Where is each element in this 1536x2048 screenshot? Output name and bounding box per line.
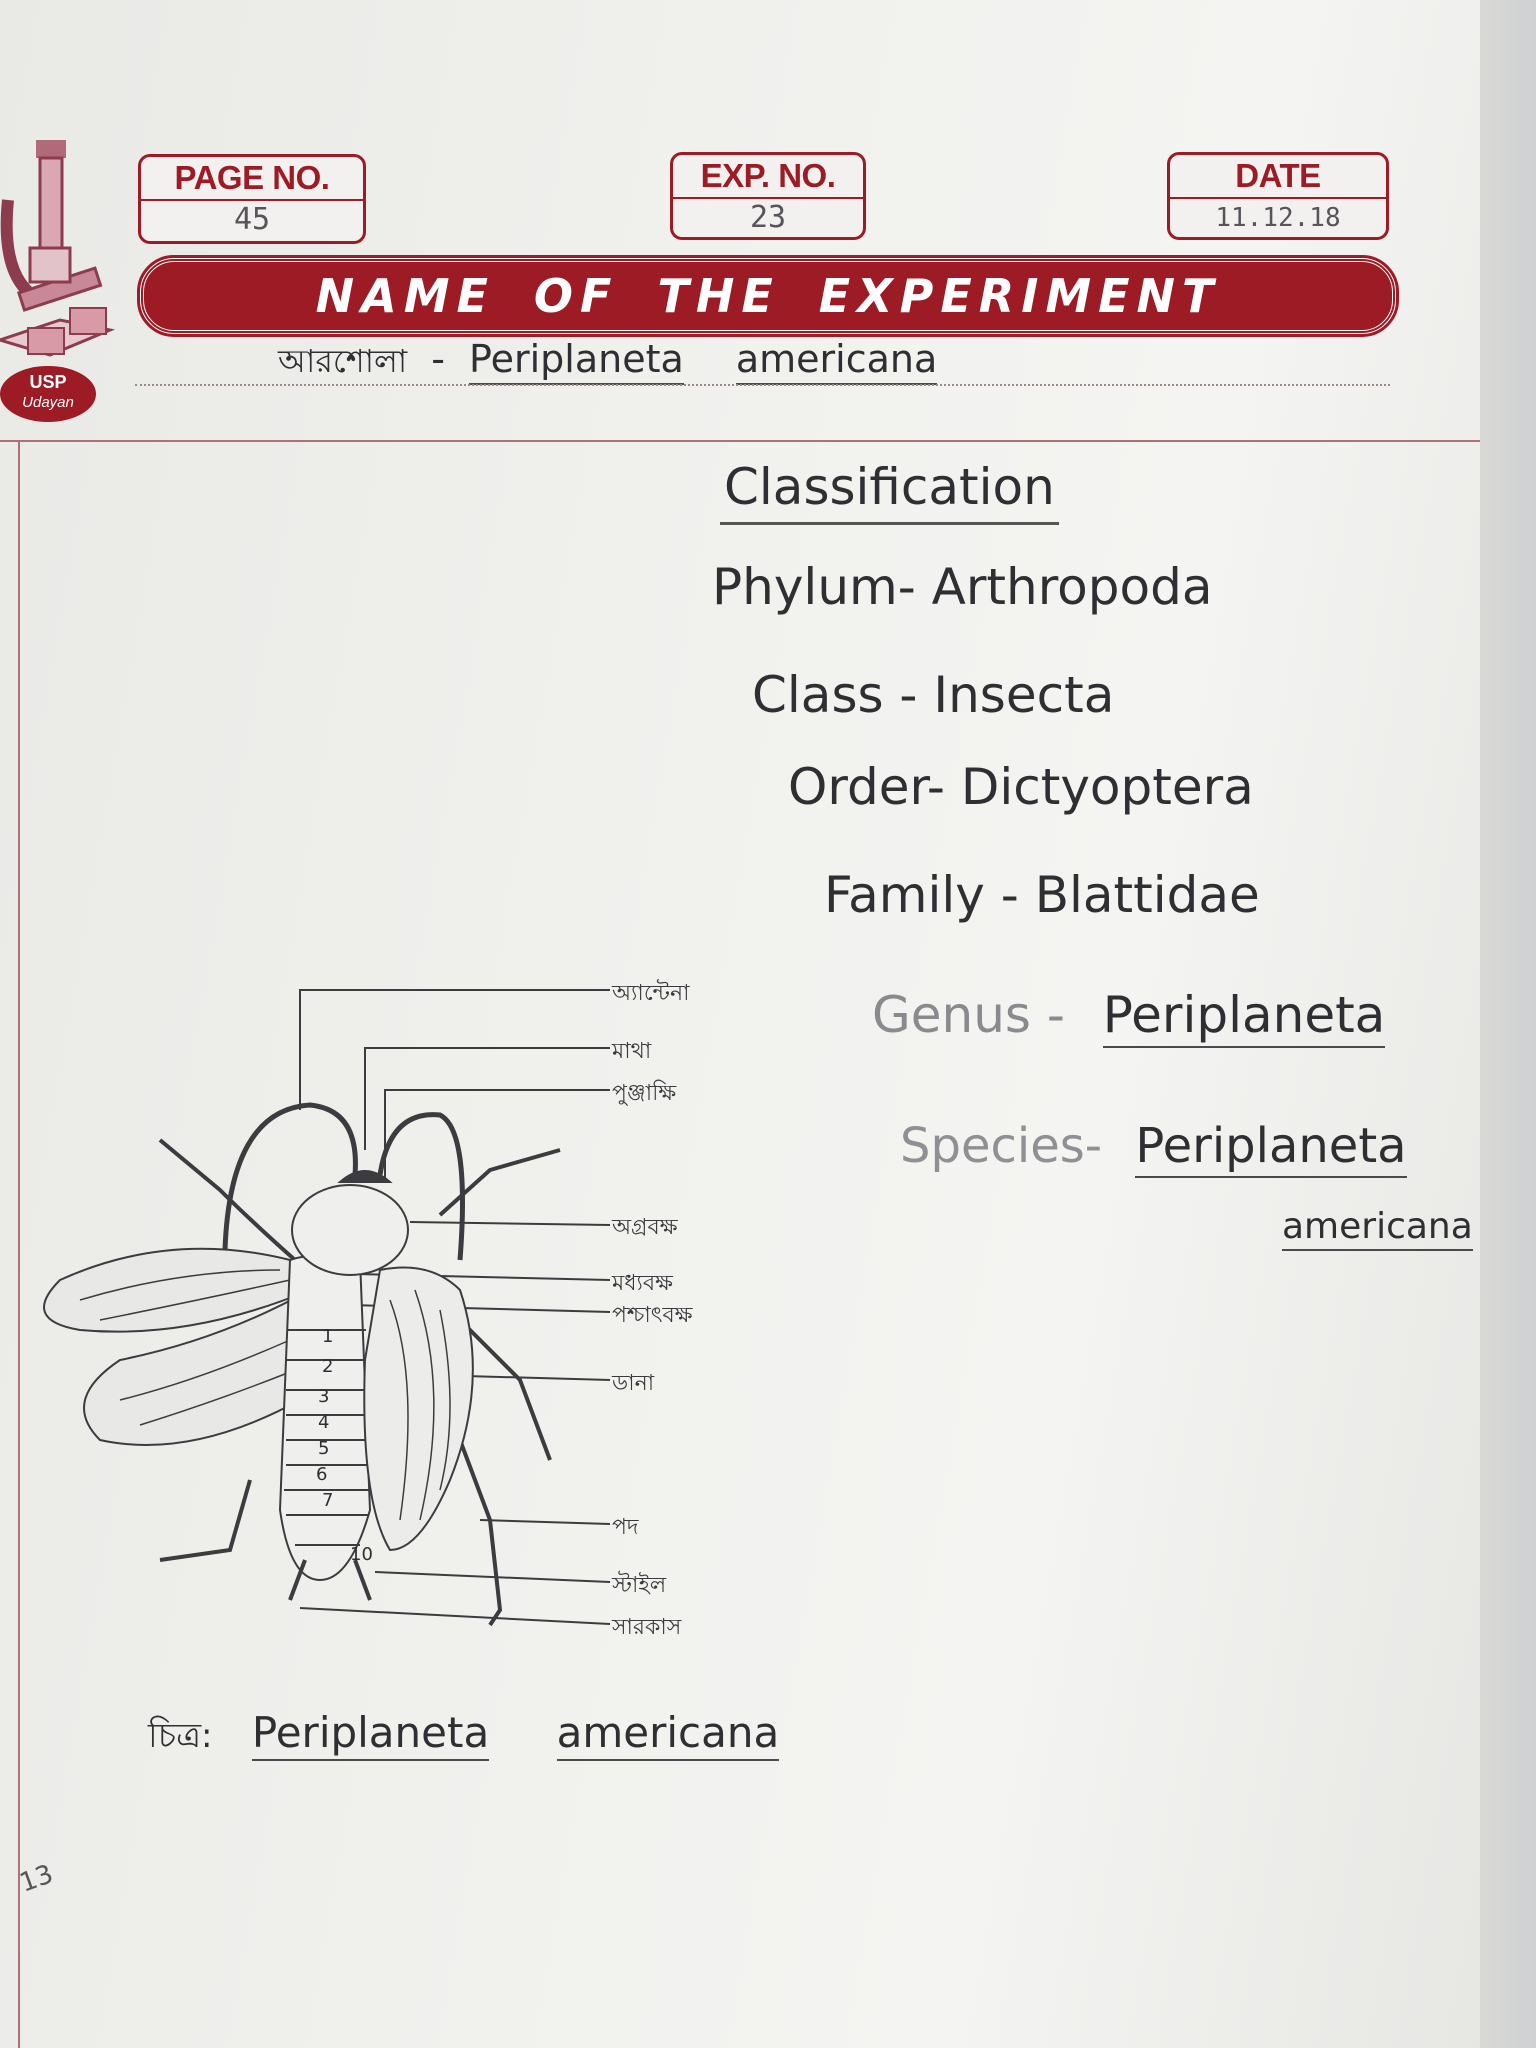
segment-5: 5 [318,1438,330,1459]
leader-leg [480,1520,610,1524]
name-dotted-line [135,384,1390,386]
leader-head [365,1048,610,1150]
label-cercus: সারকাস [612,1615,682,1640]
species-line [900,1118,1407,1174]
name-dash: - [431,337,445,381]
classification-heading: Classification [720,458,1059,525]
date-label: DATE [1170,155,1386,199]
label-metathorax: পশ্চাৎবক্ষ [612,1303,693,1328]
page-no-label: PAGE NO. [141,157,363,201]
name-species: americana [736,337,937,385]
experiment-name [278,336,937,390]
caption-genus: Periplaneta [252,1708,489,1761]
caption-prefix: চিত্র: [148,1716,213,1756]
genus-label: Genus - [872,986,1065,1044]
right-midleg [460,1320,550,1460]
caption-species: americana [557,1708,780,1761]
page-no-box [138,154,366,244]
label-head: মাথা [612,1039,652,1064]
figure-caption [148,1708,779,1767]
experiment-banner [140,258,1396,334]
segment-6: 6 [316,1464,328,1485]
leader-prothorax [410,1222,610,1225]
leader-antenna [300,990,610,1110]
right-hindleg [460,1440,500,1625]
exp-no-label: EXP. NO. [673,155,863,199]
segment-1: 1 [322,1326,334,1347]
genus-line [872,986,1385,1044]
margin-rule-top [0,440,1500,442]
label-style: স্টাইল [612,1573,667,1598]
left-hindleg [160,1480,250,1560]
leader-style [375,1572,610,1582]
microscope-icon [0,130,120,370]
class-line: Class - Insecta [752,666,1115,724]
exp-no-box [670,152,866,240]
species-value: Periplaneta [1135,1118,1406,1178]
species-label: Species- [900,1118,1103,1174]
label-antenna: অ্যান্টেনা [612,981,690,1006]
genus-value: Periplaneta [1103,986,1386,1048]
segment-2: 2 [322,1356,334,1377]
species-value-2: americana [1282,1206,1473,1251]
label-mesothorax: মধ্যবক্ষ [612,1271,673,1296]
local-name: আরশোলা [278,342,408,380]
corner-note: 13 [15,1859,58,1899]
segment-4: 4 [318,1412,330,1433]
right-wing [364,1268,473,1551]
leader-cercus [300,1608,610,1624]
name-genus: Periplaneta [469,337,684,385]
family-line: Family - Blattidae [824,866,1260,924]
brand-logo: USP Udayan [0,366,96,422]
banner-text: NAME OF THE EXPERIMENT [315,269,1221,323]
thorax [292,1185,408,1275]
label-leg: পদ [612,1515,639,1540]
label-prothorax: অগ্রবক্ষ [612,1215,678,1240]
page-no-value: 45 [233,202,271,237]
date-box [1167,152,1389,240]
phylum-line: Phylum- Arthropoda [712,558,1213,616]
label-wing: ডানা [612,1371,655,1396]
segment-3: 3 [318,1386,330,1407]
date-value: 11.12.18 [1215,203,1341,233]
order-line: Order- Dictyoptera [788,758,1254,816]
label-compound-eye: পুঞ্জাক্ষি [612,1081,677,1106]
segment-10: 10 [350,1544,373,1565]
next-page-edge [1480,0,1536,2048]
exp-no-value: 23 [749,200,787,235]
segment-7: 7 [322,1490,334,1511]
